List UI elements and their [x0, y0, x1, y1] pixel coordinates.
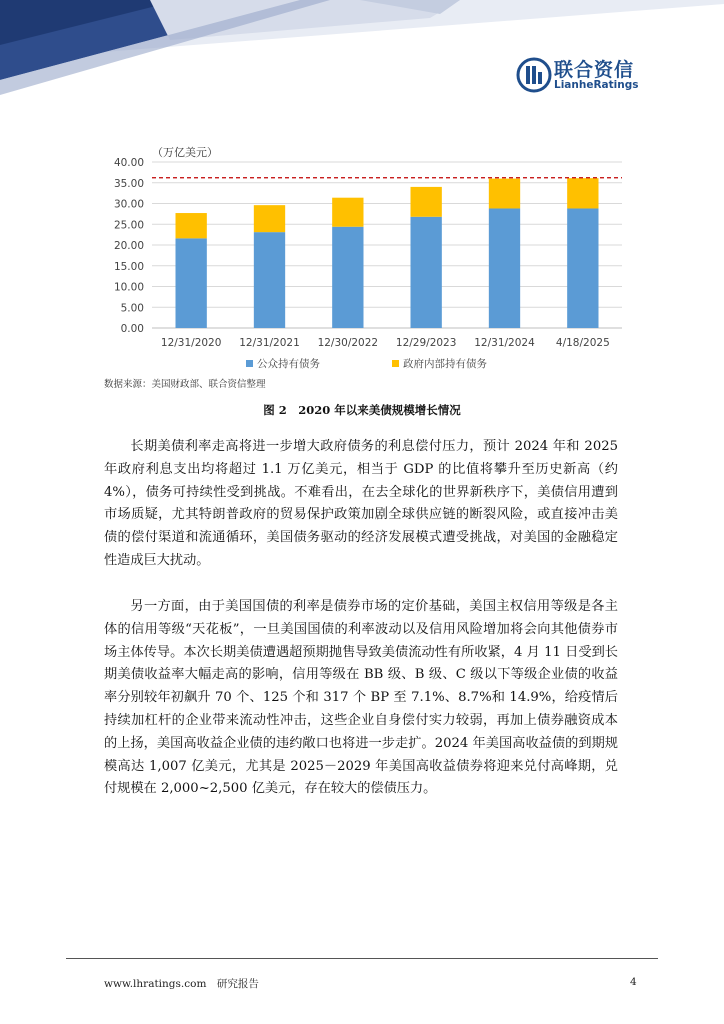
footer-divider [66, 958, 658, 959]
figure-caption: 图 2 2020 年以来美债规模增长情况 [263, 403, 461, 417]
logo-text-english: LianheRatings [554, 79, 639, 91]
bar-intragov-debt [489, 179, 520, 209]
x-tick-label: 12/30/2022 [317, 337, 379, 349]
x-axis-ticks [161, 337, 610, 349]
x-tick-label: 12/31/2020 [160, 337, 222, 349]
company-logo [516, 53, 646, 97]
debt-chart [100, 140, 640, 380]
chart-unit-label: （万亿美元） [152, 146, 218, 159]
chart-legend [246, 357, 487, 370]
y-axis-ticks [114, 157, 144, 335]
y-tick-label: 20.00 [113, 240, 144, 252]
y-tick-label: 30.00 [113, 198, 144, 211]
y-tick-label: 35.00 [113, 177, 144, 190]
bar-public-debt [567, 208, 598, 328]
bar-public-debt [332, 227, 363, 328]
logo-text-chinese: 联合资信 [554, 59, 635, 81]
x-tick-label: 12/31/2024 [474, 337, 535, 349]
page-number: 4 [630, 976, 637, 988]
paragraph-2: 另一方面，由于美国国债的利率是债券市场的定价基础，美国主权信用等级是各主体的信用等级“天花板”，一旦美国国债的利率波动以及信用风险增加将会向其他债券市场主体传导。本次长期美债遭遇超预期抛售导致美债流动性有所收紧，4 月 11 日受到长期美债收益率大幅走高的影响，信用等级在 BB 级、B 级、C 级以下等级企业债的收益率分别较年初飙升 70 个、125 个和 317 个 BP 至 7.1%、8.7%和 14.9%，给疫情后持续加杠杆的企业带来流动性冲击，这些企业自身偿付实力较弱，再加上债券融资成本的上扬，美国高收益企业债的违约敞口也将进一步走扩。2024 年美国高收益债的到期规模高达 1,007 亿美元，尤其是 2025－2029 年美国高收益债券将迎来兑付高峰期，兑付规模在 2,000~2,500 亿美元，存在较大的偿债压力。 [104, 599, 618, 797]
y-tick-label: 10.00 [113, 281, 144, 294]
legend-swatch [392, 360, 399, 367]
x-tick-label: 12/29/2023 [395, 337, 457, 349]
stacked-bar-chart [100, 140, 640, 380]
bar-intragov-debt [411, 187, 442, 217]
x-tick-label: 12/31/2021 [239, 337, 300, 349]
legend-label: 政府内部持有债务 [403, 358, 487, 370]
chart-bars [176, 178, 599, 328]
figure-source: 数据来源：美国财政部、联合资信整理 [104, 379, 266, 390]
y-tick-label: 25.00 [113, 219, 144, 232]
footer-site: www.lhratings.com 研究报告 [104, 978, 259, 990]
bar-public-debt [254, 232, 285, 328]
bar-intragov-debt [176, 213, 207, 238]
bar-public-debt [176, 238, 207, 328]
bar-intragov-debt [567, 178, 598, 208]
logo-mark-icon [516, 57, 552, 93]
legend-label: 公众持有债务 [257, 358, 320, 370]
legend-swatch [246, 360, 253, 367]
x-tick-label: 4/18/2025 [555, 337, 610, 349]
y-tick-label: 5.00 [120, 302, 144, 315]
y-tick-label: 15.00 [113, 260, 144, 273]
bar-intragov-debt [254, 205, 285, 232]
chart-grid [152, 162, 622, 328]
y-tick-label: 0.00 [120, 323, 144, 335]
y-tick-label: 40.00 [113, 157, 144, 169]
bar-public-debt [411, 217, 442, 328]
bar-public-debt [489, 208, 520, 328]
paragraph-1: 长期美债利率走高将进一步增大政府债务的利息偿付压力，预计 2024 年和 2025 年政府利息支出均将超过 1.1 万亿美元，相当于 GDP 的比值将攀升至历史新高（约 4%），债务可持续性受到挑战。不难看出，在去全球化的世界新秩序下，美债信用遭到市场质疑，尤其特朗普政府的贸易保护政策加剧全球供应链的断裂风险，或直接冲击美债的偿付渠道和流通循环，美国债务驱动的经济发展模式遭受挑战，对美国的金融稳定性造成巨大扰动。 [104, 439, 618, 568]
bar-intragov-debt [332, 198, 363, 227]
